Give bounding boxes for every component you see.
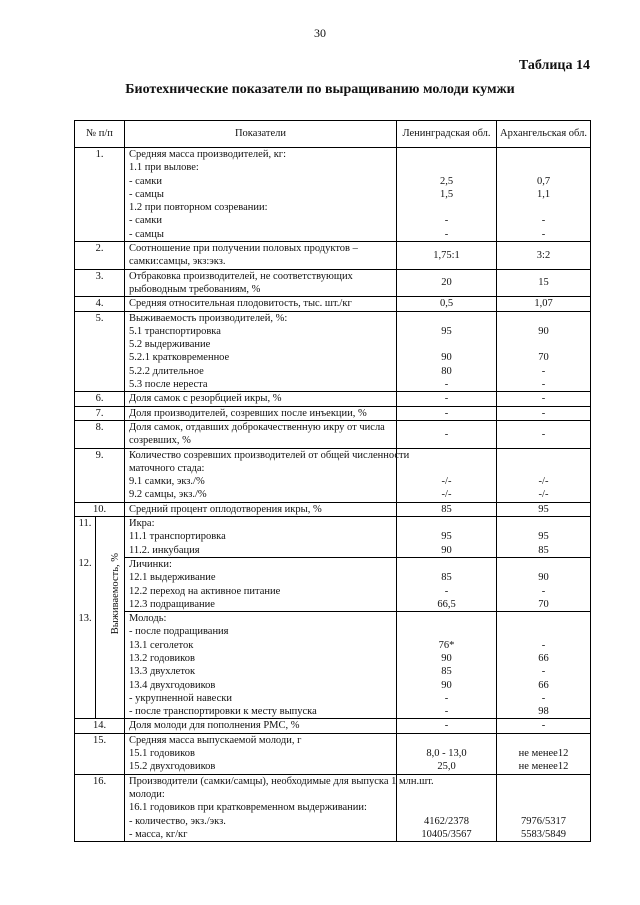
leningrad-value: 85 xyxy=(441,572,452,584)
arkhangelsk-value: 95 xyxy=(538,531,549,543)
leningrad-value: 0,5 xyxy=(439,298,454,310)
indicator-line: 12.3 подращивание xyxy=(129,598,215,610)
indicator-text: Средний процент оплодотворения икры, % xyxy=(129,503,322,515)
indicator-line: - самки xyxy=(129,175,162,187)
indicator-cell xyxy=(125,392,397,406)
indicator-line: 5.1 транспортировка xyxy=(129,325,221,337)
arkhangelsk-value xyxy=(497,558,590,571)
leningrad-value: 90 xyxy=(441,544,452,556)
arkhangelsk-value: 5583/5849 xyxy=(521,828,566,840)
leningrad-value xyxy=(397,612,496,625)
row-number-cell: 9. xyxy=(75,448,125,502)
table-row xyxy=(75,612,591,719)
row-number-cell xyxy=(75,612,125,719)
table-row xyxy=(75,242,591,270)
arkhangelsk-value: -/- xyxy=(538,489,549,501)
leningrad-value: -/- xyxy=(441,476,452,488)
indicator-line: 16.1 годовиков при кратковременном выдерживании: xyxy=(129,802,367,814)
arkhangelsk-cell xyxy=(497,733,591,774)
arkhangelsk-value: - xyxy=(541,720,546,732)
arkhangelsk-value xyxy=(497,517,590,530)
survival-label-text: Выживаемость, % xyxy=(109,553,121,635)
survival-divider xyxy=(95,557,96,611)
arkhangelsk-value: - xyxy=(541,639,546,651)
table-row xyxy=(75,311,591,392)
indicator-line: Личинки: xyxy=(129,558,172,570)
indicator-line: Выживаемость производителей, %: xyxy=(129,312,288,324)
leningrad-value: - xyxy=(444,585,449,597)
row-number: 12. xyxy=(78,558,92,570)
leningrad-cell xyxy=(397,420,497,448)
arkhangelsk-cell xyxy=(497,612,591,719)
indicator-text: Доля молоди для пополнения РМС, % xyxy=(129,720,300,732)
leningrad-value: -/- xyxy=(441,489,452,501)
row-number-cell: 3. xyxy=(75,269,125,297)
leningrad-cell xyxy=(397,297,497,311)
arkhangelsk-value xyxy=(497,201,590,214)
arkhangelsk-value: 66 xyxy=(538,652,549,664)
indicator-cell xyxy=(125,557,397,611)
leningrad-value: - xyxy=(444,692,449,704)
arkhangelsk-value: - xyxy=(541,692,546,704)
indicator-cell xyxy=(125,517,397,558)
indicator-line: 13.1 сеголеток xyxy=(129,639,194,651)
leningrad-value: 85 xyxy=(441,666,452,678)
indicator-line: 5.2.2 длительное xyxy=(129,365,204,377)
row-number-cell: 1. xyxy=(75,148,125,242)
arkhangelsk-cell xyxy=(497,517,591,558)
arkhangelsk-value: - xyxy=(541,215,546,227)
leningrad-cell xyxy=(397,269,497,297)
indicator-line: Икра: xyxy=(129,518,155,530)
leningrad-value: 90 xyxy=(441,652,452,664)
leningrad-value: - xyxy=(444,379,449,391)
indicator-line: - после транспортировки к месту выпуска xyxy=(129,706,317,718)
indicator-text: Доля производителей, созревших после инъекции, % xyxy=(129,407,367,419)
indicator-cell xyxy=(125,774,434,841)
arkhangelsk-value xyxy=(497,148,590,161)
indicator-line: молоди: xyxy=(129,788,165,800)
row-number-cell xyxy=(75,517,125,558)
arkhangelsk-value: 3:2 xyxy=(536,249,551,261)
leningrad-value: - xyxy=(444,407,449,419)
table-row xyxy=(75,517,591,558)
arkhangelsk-value: - xyxy=(541,228,546,240)
header-indicator: Показатели xyxy=(125,121,397,148)
indicator-text: Отбраковка производителей, не соответствующих рыбоводным требованиям, % xyxy=(129,270,353,295)
indicator-cell xyxy=(125,242,397,270)
indicator-line: 1.1 при вылове: xyxy=(129,162,199,174)
indicator-text: Средняя относительная плодовитость, тыс. шт./кг xyxy=(129,298,352,310)
header-num: № п/п xyxy=(75,121,125,148)
leningrad-cell xyxy=(397,406,497,420)
leningrad-cell xyxy=(397,502,497,516)
arkhangelsk-value xyxy=(497,775,590,788)
table-label: Таблица 14 xyxy=(518,58,590,73)
table-row xyxy=(75,269,591,297)
indicator-line: - самцы xyxy=(129,188,164,200)
leningrad-value xyxy=(397,312,496,325)
leningrad-value: 25,0 xyxy=(437,761,456,773)
indicator-line: 15.2 двухгодовиков xyxy=(129,761,216,773)
leningrad-value xyxy=(397,449,496,462)
indicator-line: Молодь: xyxy=(129,613,167,625)
arkhangelsk-cell xyxy=(497,392,591,406)
leningrad-value: 90 xyxy=(441,679,452,691)
arkhangelsk-value xyxy=(497,801,590,814)
leningrad-value: 4162/2378 xyxy=(424,815,469,827)
indicator-cell xyxy=(125,297,397,311)
leningrad-value: - xyxy=(444,706,449,718)
arkhangelsk-cell xyxy=(497,502,591,516)
arkhangelsk-value: - xyxy=(541,666,546,678)
arkhangelsk-value: 90 xyxy=(538,325,549,337)
arkhangelsk-value: - xyxy=(541,365,546,377)
indicator-cell xyxy=(125,502,397,516)
leningrad-cell xyxy=(397,557,497,611)
arkhangelsk-cell xyxy=(497,406,591,420)
leningrad-value xyxy=(397,161,496,174)
arkhangelsk-cell xyxy=(497,448,591,502)
leningrad-value xyxy=(397,517,496,530)
row-number-cell: 8. xyxy=(75,420,125,448)
arkhangelsk-cell xyxy=(497,719,591,733)
arkhangelsk-value: - xyxy=(541,379,546,391)
arkhangelsk-value: 66 xyxy=(538,679,549,691)
indicator-line: 1.2 при повторном созревании: xyxy=(129,202,268,214)
indicator-line: 12.2 переход на активное питание xyxy=(129,585,281,597)
indicator-line: Средняя масса производителей, кг: xyxy=(129,149,287,160)
indicator-line: 11.1 транспортировка xyxy=(129,531,226,543)
row-number-cell: 15. xyxy=(75,733,125,774)
arkhangelsk-value: 1,07 xyxy=(534,298,553,310)
arkhangelsk-cell xyxy=(497,420,591,448)
indicator-cell xyxy=(125,719,397,733)
indicator-line: - укрупненной навески xyxy=(129,692,232,704)
indicator-line: 15.1 годовиков xyxy=(129,748,195,760)
indicator-line: 5.3 после нереста xyxy=(129,379,208,391)
table-row xyxy=(75,719,591,733)
arkhangelsk-value: 85 xyxy=(538,544,549,556)
arkhangelsk-value: - xyxy=(541,407,546,419)
arkhangelsk-value: - xyxy=(541,428,546,440)
indicator-line: 5.2.1 кратковременное xyxy=(129,352,230,364)
indicator-cell xyxy=(125,406,397,420)
leningrad-value xyxy=(397,338,496,351)
page-number: 30 xyxy=(314,26,326,40)
arkhangelsk-value: - xyxy=(541,393,546,405)
leningrad-cell xyxy=(397,719,497,733)
leningrad-value: 1,5 xyxy=(439,188,454,200)
table-row xyxy=(75,448,591,502)
indicator-cell xyxy=(125,448,410,502)
table-row xyxy=(75,392,591,406)
leningrad-value: 80 xyxy=(441,365,452,377)
header-leningrad: Ленинградская обл. xyxy=(397,121,497,148)
row-number-cell: 6. xyxy=(75,392,125,406)
leningrad-value: 2,5 xyxy=(439,175,454,187)
indicator-line: 5.2 выдерживание xyxy=(129,339,211,351)
arkhangelsk-value: 98 xyxy=(538,706,549,718)
arkhangelsk-value xyxy=(497,788,590,801)
indicator-line: - количество, экз./экз. xyxy=(129,815,226,827)
arkhangelsk-value xyxy=(497,449,590,462)
leningrad-value: 8,0 - 13,0 xyxy=(426,748,467,760)
arkhangelsk-value: -/- xyxy=(538,476,549,488)
row-number-cell: 7. xyxy=(75,406,125,420)
leningrad-cell xyxy=(397,311,497,392)
arkhangelsk-value xyxy=(497,161,590,174)
leningrad-value xyxy=(397,558,496,571)
arkhangelsk-cell xyxy=(497,774,591,841)
leningrad-value: 76* xyxy=(438,639,455,651)
document-title: Биотехнические показатели по выращиванию молоди кумжи xyxy=(125,82,515,97)
leningrad-value: 95 xyxy=(441,531,452,543)
table-body xyxy=(75,148,591,842)
arkhangelsk-value xyxy=(497,625,590,638)
leningrad-value: - xyxy=(444,228,449,240)
indicator-cell xyxy=(125,269,397,297)
arkhangelsk-value: 70 xyxy=(538,598,549,610)
indicator-cell xyxy=(125,148,397,242)
leningrad-value: 95 xyxy=(441,325,452,337)
arkhangelsk-cell xyxy=(497,148,591,242)
leningrad-value xyxy=(397,734,496,747)
arkhangelsk-value: 95 xyxy=(538,503,549,515)
indicator-line: Производители (самки/самцы), необходимые для выпуска 1 млн.шт. xyxy=(129,775,434,787)
indicator-line: 13.3 двухлеток xyxy=(129,666,196,678)
arkhangelsk-value: не менее12 xyxy=(518,748,569,760)
indicator-text: Доля самок, отдавших доброкачественную икру от числа созревших, % xyxy=(129,421,385,447)
leningrad-value: - xyxy=(444,215,449,227)
leningrad-value: 90 xyxy=(441,352,452,364)
indicator-line: - после подращивания xyxy=(129,626,229,638)
leningrad-value: 66,5 xyxy=(437,598,456,610)
leningrad-value xyxy=(397,201,496,214)
indicators-table xyxy=(74,120,591,842)
arkhangelsk-value: 70 xyxy=(538,352,549,364)
table-row xyxy=(75,406,591,420)
indicator-line: 12.1 выдерживание xyxy=(129,572,216,584)
table-row xyxy=(75,557,591,611)
indicator-cell xyxy=(125,311,397,392)
table-row xyxy=(75,733,591,774)
row-number-cell: 10. xyxy=(75,502,125,516)
leningrad-value xyxy=(397,148,496,161)
leningrad-cell xyxy=(397,392,497,406)
indicator-line: 13.4 двухгодовиков xyxy=(129,679,216,691)
header-arkhangelsk: Архангельская обл. xyxy=(497,121,591,148)
indicator-line: 9.1 самки, экз./% xyxy=(129,476,205,488)
arkhangelsk-value: 1,1 xyxy=(536,188,551,200)
arkhangelsk-value xyxy=(497,338,590,351)
table-row xyxy=(75,774,591,841)
leningrad-value: - xyxy=(444,720,449,732)
table-row xyxy=(75,297,591,311)
row-number-cell: 4. xyxy=(75,297,125,311)
arkhangelsk-value: 90 xyxy=(538,572,549,584)
arkhangelsk-cell xyxy=(497,269,591,297)
arkhangelsk-cell xyxy=(497,297,591,311)
arkhangelsk-value xyxy=(497,312,590,325)
indicator-line: - самцы xyxy=(129,228,164,240)
arkhangelsk-value xyxy=(497,612,590,625)
leningrad-value: 20 xyxy=(441,277,452,289)
leningrad-value: 1,75:1 xyxy=(433,249,460,261)
indicator-cell xyxy=(125,420,397,448)
row-number-cell: 16. xyxy=(75,774,125,841)
arkhangelsk-value: - xyxy=(541,585,546,597)
leningrad-cell xyxy=(397,242,497,270)
indicator-line: - масса, кг/кг xyxy=(129,828,188,840)
leningrad-cell xyxy=(397,517,497,558)
table-row xyxy=(75,420,591,448)
indicator-cell xyxy=(125,612,397,719)
leningrad-value: 10405/3567 xyxy=(421,828,472,840)
arkhangelsk-cell xyxy=(497,557,591,611)
arkhangelsk-value: не менее12 xyxy=(518,761,569,773)
indicator-line: - самки xyxy=(129,215,162,227)
leningrad-cell xyxy=(397,148,497,242)
indicator-line: Средняя масса выпускаемой молоди, г xyxy=(129,734,302,746)
leningrad-cell xyxy=(397,612,497,719)
indicator-line: 13.2 годовиков xyxy=(129,652,195,664)
row-number: 13. xyxy=(78,612,92,624)
arkhangelsk-cell xyxy=(497,311,591,392)
row-number-cell: 2. xyxy=(75,242,125,270)
leningrad-cell xyxy=(397,733,497,774)
arkhangelsk-value xyxy=(497,462,590,475)
arkhangelsk-value: 7976/5317 xyxy=(521,815,566,827)
indicator-line: 11.2. инкубация xyxy=(129,544,200,556)
indicator-line: 9.2 самцы, экз./% xyxy=(129,489,207,501)
survival-divider xyxy=(95,612,96,719)
leningrad-value xyxy=(397,462,496,475)
leningrad-value xyxy=(397,801,496,814)
leningrad-value: - xyxy=(444,393,449,405)
indicator-cell xyxy=(125,733,397,774)
row-number: 11. xyxy=(78,518,92,530)
row-number-cell: 5. xyxy=(75,311,125,392)
leningrad-value xyxy=(397,788,496,801)
table-row xyxy=(75,148,591,242)
row-number-cell: 14. xyxy=(75,719,125,733)
survival-divider xyxy=(95,517,96,557)
leningrad-value: 85 xyxy=(441,503,452,515)
arkhangelsk-value: 0,7 xyxy=(536,175,551,187)
indicator-line: Количество созревших производителей от общей численности xyxy=(129,449,410,461)
leningrad-value xyxy=(397,625,496,638)
leningrad-cell xyxy=(397,448,497,502)
table-row xyxy=(75,502,591,516)
indicator-text: Доля самок с резорбцией икры, % xyxy=(129,393,282,405)
arkhangelsk-value: 15 xyxy=(538,277,549,289)
indicator-line: маточного стада: xyxy=(129,462,205,474)
arkhangelsk-cell xyxy=(497,242,591,270)
arkhangelsk-value xyxy=(497,734,590,747)
leningrad-value: - xyxy=(444,428,449,440)
indicator-text: Соотношение при получении половых продуктов – самки:самцы, экз:экз. xyxy=(129,243,358,268)
